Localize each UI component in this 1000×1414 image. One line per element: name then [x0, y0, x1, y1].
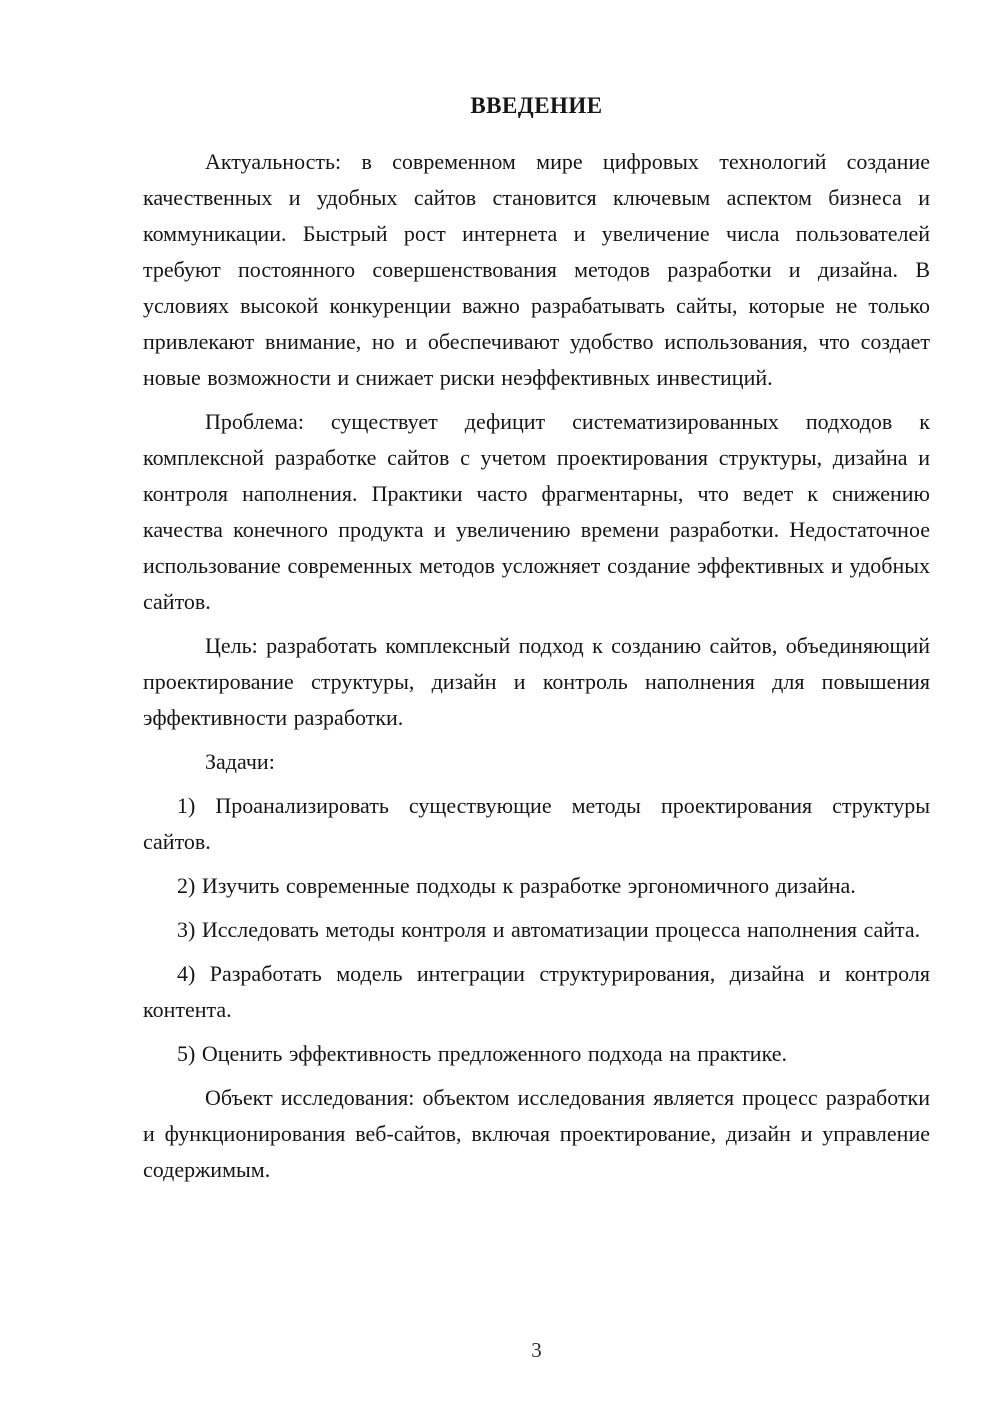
task-item-1: 1) Проанализировать существующие методы проектирования структуры сайтов. — [143, 793, 930, 854]
task-item-3: 3) Исследовать методы контроля и автоматизации процесса наполнения сайта. — [177, 917, 921, 942]
task-item-5: 5) Оценить эффективность предложенного подхода на практике. — [177, 1041, 787, 1066]
paragraph-goal: Цель: разработать комплексный подход к созданию сайтов, объединяющий проектирование структуры, дизайн и контроль наполнения для повышения эффективности разработки. — [143, 633, 930, 730]
task-item-2: 2) Изучить современные подходы к разработке эргономичного дизайна. — [177, 873, 856, 898]
tasks-label: Задачи: — [205, 749, 275, 774]
page-number: 3 — [531, 1338, 542, 1362]
paragraph-relevance: Актуальность: в современном мире цифровых технологий создание качественных и удобных сайтов становится ключевым аспектом бизнеса и коммуникации. Быстрый рост интернета и увеличение числа пользователей требуют постоянного совершенствования методов разработки и дизайна. В условиях высокой конкуренции важно разрабатывать сайты, которые не только привлекают внимание, но и обеспечивают удобство использования, что создает новые возможности и снижает риски неэффективных инвестиций. — [143, 149, 930, 390]
paragraph-problem: Проблема: существует дефицит систематизированных подходов к комплексной разработке сайтов с учетом проектирования структуры, дизайна и контроля наполнения. Практики часто фрагментарны, что ведет к снижению качества конечного продукта и увеличению времени разработки. Недостаточное использование современных методов усложняет создание эффективных и удобных сайтов. — [143, 409, 930, 614]
task-item-4: 4) Разработать модель интеграции структурирования, дизайна и контроля контента. — [143, 961, 930, 1022]
paragraph-research-object: Объект исследования: объектом исследования является процесс разработки и функционирования веб-сайтов, включая проектирование, дизайн и управление содержимым. — [143, 1085, 930, 1182]
page-title: ВВЕДЕНИЕ — [470, 93, 603, 118]
